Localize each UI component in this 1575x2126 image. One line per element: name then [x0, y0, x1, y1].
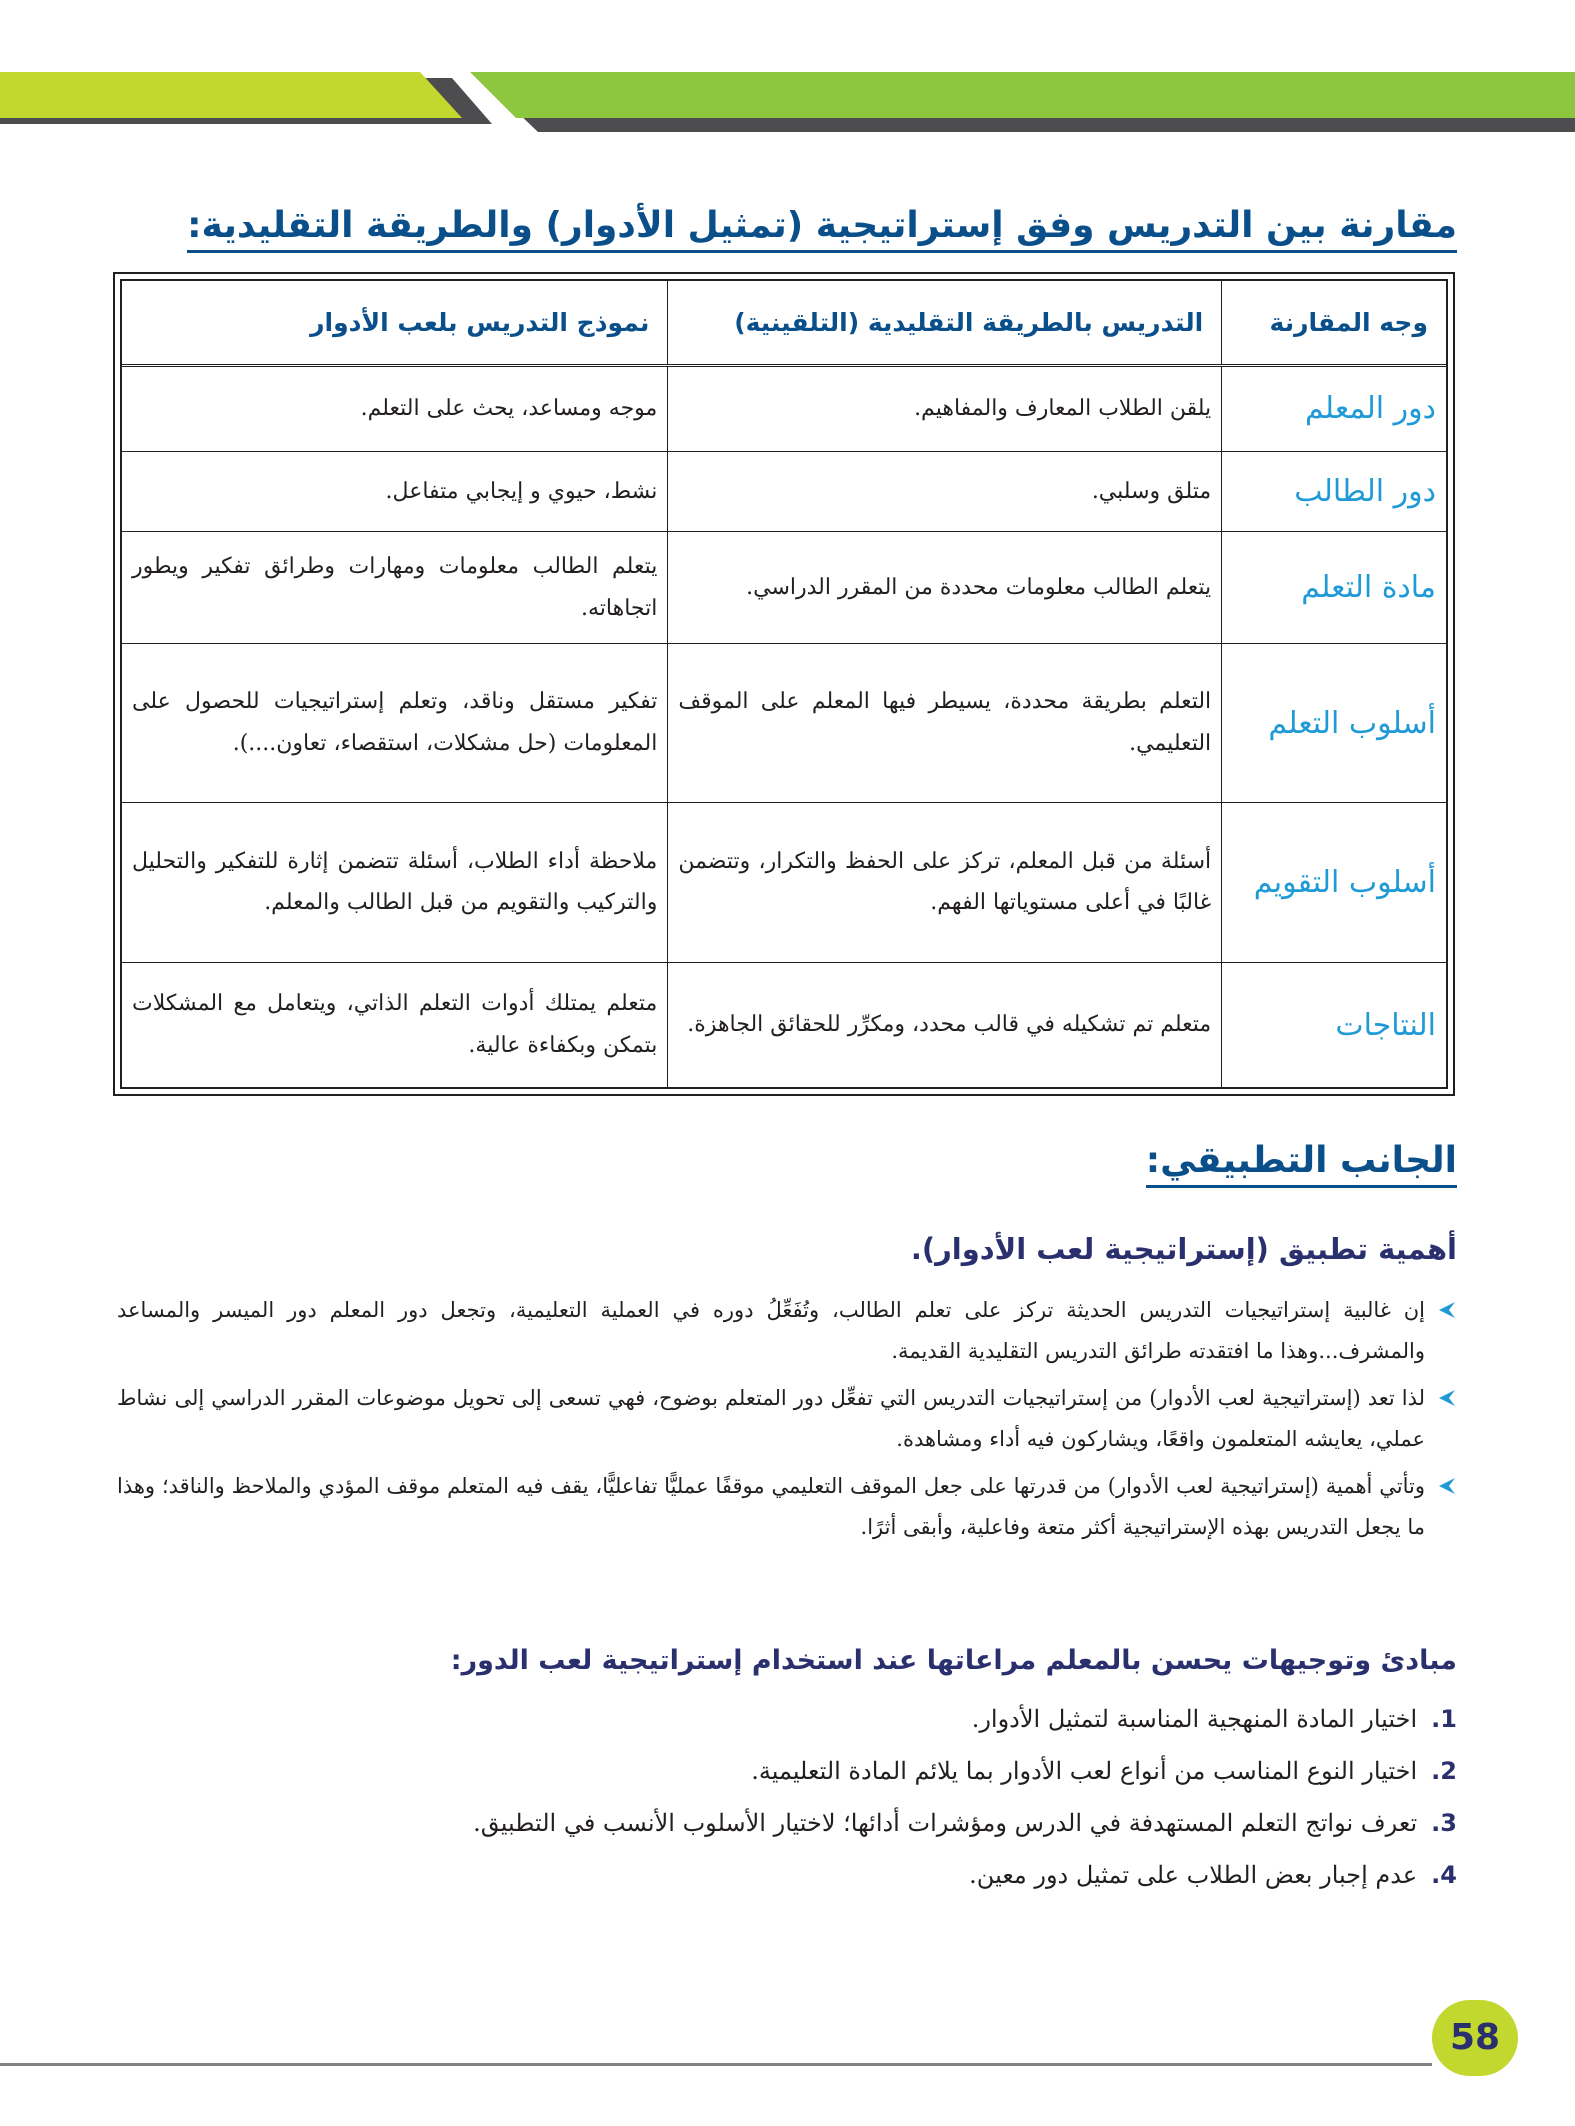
- table-row: [122, 644, 1446, 802]
- list-item: [117, 1804, 1457, 1856]
- comparison-table-inner: [120, 279, 1448, 1089]
- row-label: دور المعلم: [1222, 365, 1446, 451]
- roleplay-cell: ملاحظة أداء الطلاب، أسئلة تتضمن إثارة للتفكير والتحليل والتركيب والتقويم من قبل الطالب والمعلم.: [122, 802, 668, 962]
- traditional-cell: يلقن الطلاب المعارف والمفاهيم.: [668, 365, 1222, 451]
- item-text: تعرف نواتج التعلم المستهدفة في الدرس ومؤشرات أدائها؛ لاختيار الأسلوب الأنسب في التطبيق.: [473, 1809, 1418, 1837]
- green-bar: [470, 72, 1575, 118]
- list-item: [117, 1466, 1457, 1548]
- arrow-bullet-icon: [1439, 1478, 1455, 1494]
- item-text: اختيار النوع المناسب من أنواع لعب الأدوار بما يلائم المادة التعليمية.: [751, 1757, 1418, 1785]
- lime-bar: [0, 72, 462, 118]
- page-title: مقارنة بين التدريس وفق إستراتيجية (تمثيل الأدوار) والطريقة التقليدية:: [187, 205, 1457, 253]
- table-row: [122, 963, 1446, 1087]
- importance-title: أهمية تطبيق (إستراتيجية لعب الأدوار).: [910, 1232, 1457, 1266]
- header-traditional: التدريس بالطريقة التقليدية (التلقينية): [668, 281, 1222, 365]
- header-roleplay: نموذج التدريس بلعب الأدوار: [122, 281, 668, 365]
- list-item: [117, 1700, 1457, 1752]
- roleplay-cell: يتعلم الطالب معلومات ومهارات وطرائق تفكير ويطور اتجاهاته.: [122, 532, 668, 644]
- item-number: 3.: [1431, 1809, 1457, 1837]
- item-number: 1.: [1431, 1705, 1457, 1733]
- roleplay-cell: نشط، حيوي و إيجابي متفاعل.: [122, 451, 668, 531]
- footer-divider: [0, 2063, 1432, 2066]
- list-item: [117, 1856, 1457, 1908]
- item-number: 4.: [1431, 1861, 1457, 1889]
- principles-list: [117, 1700, 1457, 1908]
- traditional-cell: متعلم تم تشكيله في قالب محدد، ومكرِّر للحقائق الجاهزة.: [668, 963, 1222, 1087]
- row-label: دور الطالب: [1222, 451, 1446, 531]
- item-text: عدم إجبار بعض الطلاب على تمثيل دور معين.: [969, 1861, 1418, 1889]
- table-row: [122, 532, 1446, 644]
- traditional-cell: متلق وسلبي.: [668, 451, 1222, 531]
- row-label: أسلوب التقويم: [1222, 802, 1446, 962]
- item-text: اختيار المادة المنهجية المناسبة لتمثيل الأدوار.: [971, 1705, 1418, 1733]
- applied-section-title: الجانب التطبيقي:: [1146, 1140, 1457, 1188]
- arrow-bullet-icon: [1439, 1302, 1455, 1318]
- row-label: مادة التعلم: [1222, 532, 1446, 644]
- importance-bullets: [117, 1290, 1457, 1554]
- table-row: [122, 451, 1446, 531]
- comparison-table: [122, 281, 1446, 1087]
- bullet-text: لذا تعد (إستراتيجية لعب الأدوار) من إستراتيجيات التدريس التي تفعِّل دور المتعلم بوضوح، فهي تسعى إلى تحويل موضوعات المقرر الدراسي إلى نشاط عملي، يعايشه المتعلمون واقعًا، ويشاركون فيه أداء ومشاهدة.: [117, 1385, 1425, 1451]
- principles-title: مبادئ وتوجيهات يحسن بالمعلم مراعاتها عند استخدام إستراتيجية لعب الدور:: [450, 1645, 1457, 1676]
- roleplay-cell: تفكير مستقل وناقد، وتعلم إستراتيجيات للحصول على المعلومات (حل مشكلات، استقصاء، تعاون....).: [122, 644, 668, 802]
- list-item: [117, 1378, 1457, 1460]
- list-item: [117, 1290, 1457, 1372]
- bullet-text: إن غالبية إستراتيجيات التدريس الحديثة تركز على تعلم الطالب، وتُفَعِّلُ دوره في العملية التعليمية، وتجعل دور المعلم دور الميسر والمساعد والمشرف...وهذا ما افتقدته طرائق التدريس التقليدية القديمة.: [117, 1298, 1425, 1363]
- traditional-cell: يتعلم الطالب معلومات محددة من المقرر الدراسي.: [668, 532, 1222, 644]
- top-decorative-bars: [0, 0, 1575, 150]
- arrow-bullet-icon: [1439, 1390, 1455, 1406]
- traditional-cell: أسئلة من قبل المعلم، تركز على الحفظ والتكرار، وتتضمن غالبًا في أعلى مستوياتها الفهم.: [668, 802, 1222, 962]
- roleplay-cell: متعلم يمتلك أدوات التعلم الذاتي، ويتعامل مع المشكلات بتمكن وبكفاءة عالية.: [122, 963, 668, 1087]
- page-number: 58: [1432, 2000, 1518, 2076]
- item-number: 2.: [1431, 1757, 1457, 1785]
- table-row: [122, 365, 1446, 451]
- comparison-table-frame: [113, 272, 1455, 1096]
- bullet-text: وتأتي أهمية (إستراتيجية لعب الأدوار) من قدرتها على جعل الموقف التعليمي موقفًا عمليًّا تفاعليًّا، يقف فيه المتعلم موقف المؤدي والملاحظ والناقد؛ وهذا ما يجعل التدريس بهذه الإستراتيجية أكثر متعة وفاعلية، وأبقى أثرًا.: [117, 1473, 1425, 1539]
- row-label: النتاجات: [1222, 963, 1446, 1087]
- table-row: [122, 802, 1446, 962]
- header-aspect: وجه المقارنة: [1222, 281, 1446, 365]
- row-label: أسلوب التعلم: [1222, 644, 1446, 802]
- roleplay-cell: موجه ومساعد، يحث على التعلم.: [122, 365, 668, 451]
- traditional-cell: التعلم بطريقة محددة، يسيطر فيها المعلم على الموقف التعليمي.: [668, 644, 1222, 802]
- table-header-row: [122, 281, 1446, 365]
- list-item: [117, 1752, 1457, 1804]
